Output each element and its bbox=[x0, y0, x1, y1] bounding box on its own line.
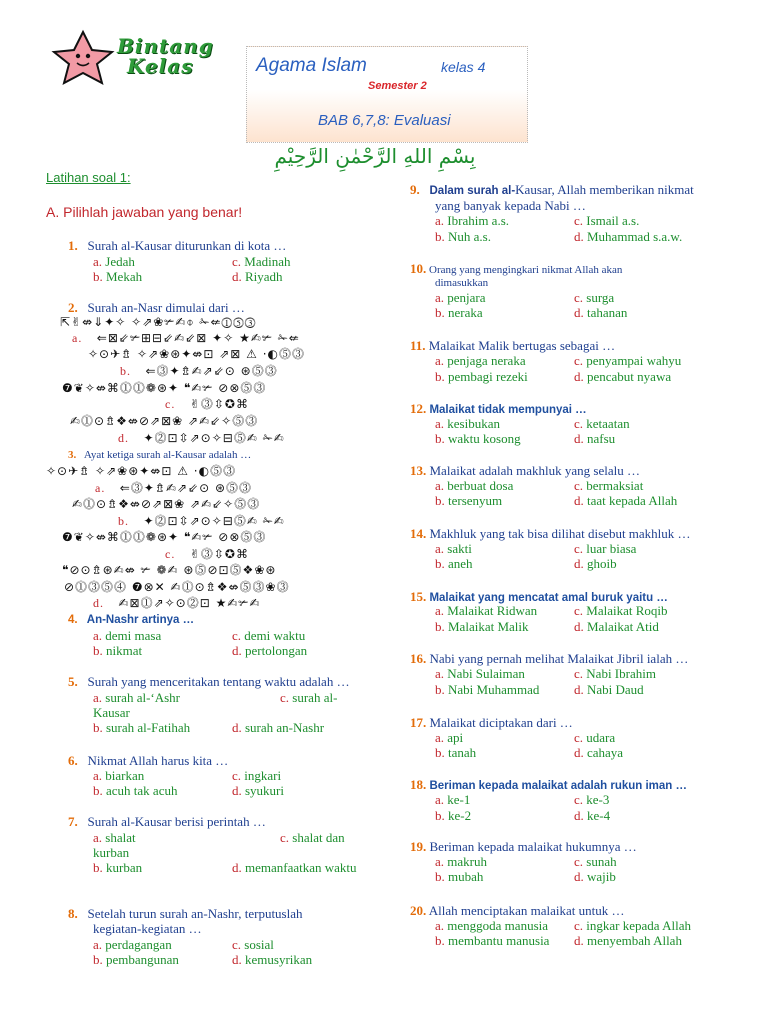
question-16 bbox=[410, 651, 688, 666]
option-c[interactable]: c. Ismail a.s. bbox=[574, 213, 640, 228]
question-number: 19. bbox=[410, 839, 427, 854]
option-a[interactable]: a. shalat bbox=[93, 830, 136, 845]
option-a[interactable]: a. Jedah bbox=[93, 254, 135, 269]
question-text: Dalam surah al- bbox=[429, 185, 516, 197]
question-number: 15. bbox=[410, 589, 427, 604]
option-c[interactable]: c. ke-3 bbox=[574, 792, 610, 807]
question-text: Malaikat tidak mempunyai … bbox=[429, 404, 587, 416]
question-text-continued: yang banyak kepada Nabi … bbox=[435, 198, 586, 213]
option-a[interactable]: a. surah al-‘Ashr bbox=[93, 690, 181, 705]
garbled-text: ✧⊙✈⇯ ✧⇗❀⊛✦⇎⊡ ⚠ ·◐⓹⓷ bbox=[46, 464, 237, 478]
option-b[interactable]: b. Nuh a.s. bbox=[435, 229, 491, 244]
class-label: kelas 4 bbox=[441, 59, 486, 75]
option-d[interactable]: d. ghoib bbox=[574, 556, 617, 571]
question-number: 16. bbox=[410, 651, 427, 666]
question-number: 2. bbox=[68, 300, 78, 315]
semester-label: Semester 2 bbox=[368, 80, 427, 92]
option-a[interactable]: a. Ibrahim a.s. bbox=[435, 213, 510, 228]
question-19 bbox=[410, 839, 637, 854]
option-c-continued: kurban bbox=[93, 845, 130, 860]
option-d[interactable]: d. Riyadh bbox=[232, 269, 283, 284]
option-b[interactable]: b. acuh tak acuh bbox=[93, 783, 178, 798]
question-text-continued: dimasukkan bbox=[435, 277, 489, 289]
question-text: Malaikat adalah makhluk yang selalu … bbox=[429, 463, 640, 478]
option-c[interactable]: c. shalat dan bbox=[280, 830, 345, 845]
garbled-option-a[interactable]: a. ⇐⊠⇙✃⊞⊟⇙✍⇙⊠ ✦✧ ★✍✃ ✁⇍ bbox=[72, 331, 300, 345]
option-c[interactable]: c. Nabi Ibrahim bbox=[574, 666, 656, 681]
option-b[interactable]: b. tersenyum bbox=[435, 493, 503, 508]
question-text: Surah al-Kausar berisi perintah … bbox=[87, 814, 266, 829]
question-text: Surah yang menceritakan tentang waktu adalah … bbox=[87, 674, 350, 689]
option-d[interactable]: d. pencabut nyawa bbox=[574, 369, 672, 384]
question-number: 11. bbox=[410, 338, 426, 353]
option-c[interactable]: c. surga bbox=[574, 290, 615, 305]
question-number: 14. bbox=[410, 526, 427, 541]
question-number: 12. bbox=[410, 401, 427, 416]
option-b[interactable]: b. pembangunan bbox=[93, 952, 179, 967]
garbled-option-c[interactable]: c. ✌⓷⇳✪⌘ bbox=[165, 397, 249, 411]
question-number: 4. bbox=[68, 614, 78, 626]
garbled-option-a[interactable]: a. ⇐⓷✦⇯✍⇗⇙⊙ ⊛⓹⓷ bbox=[95, 481, 253, 495]
garbled-text: ✍⓵⊙⇯❖⇎⊘⇗⊠❀ ⇗✍⇙✧⓹⓷ bbox=[70, 414, 259, 428]
option-c[interactable]: c. penyampai wahyu bbox=[574, 353, 682, 368]
option-c[interactable]: c. ketaatan bbox=[574, 416, 630, 431]
question-5 bbox=[68, 674, 350, 689]
option-b[interactable]: b. neraka bbox=[435, 305, 483, 320]
option-c[interactable]: c. surah al- bbox=[280, 690, 338, 705]
option-c[interactable]: c. demi waktu bbox=[232, 628, 306, 643]
question-number: 6. bbox=[68, 753, 78, 768]
option-b[interactable]: b. tanah bbox=[435, 745, 477, 760]
question-number: 10. bbox=[410, 261, 427, 276]
instruction: A. Pilihlah jawaban yang benar! bbox=[46, 204, 243, 220]
option-b[interactable]: b. kurban bbox=[93, 860, 143, 875]
logo-text-line2: Kelas bbox=[127, 54, 194, 78]
option-c[interactable]: c. sunah bbox=[574, 854, 617, 869]
garbled-text: ❼❦✧⇎⌘⓵⓵❁⊛✦ ❝✍✃ ⊘⊗⓹⓷ bbox=[62, 381, 267, 395]
option-d[interactable]: d. surah an-Nashr bbox=[232, 720, 325, 735]
question-14 bbox=[410, 526, 691, 541]
basmala: بِسْمِ اللهِ الرَّحْمٰنِ الرَّحِيْمِ bbox=[274, 144, 476, 168]
question-text: Allah menciptakan malaikat untuk … bbox=[428, 903, 625, 918]
question-text: Surah an-Nasr dimulai dari … bbox=[87, 300, 245, 315]
question-number: 20. bbox=[410, 903, 427, 918]
option-d[interactable]: d. menyembah Allah bbox=[574, 933, 682, 948]
question-6 bbox=[68, 753, 228, 768]
option-b[interactable]: b. Malaikat Malik bbox=[435, 619, 529, 634]
star-icon bbox=[45, 28, 125, 88]
question-text: Nikmat Allah harus kita … bbox=[87, 753, 229, 768]
exercise-heading: Latihan soal 1: bbox=[46, 170, 131, 185]
question-11 bbox=[410, 338, 615, 353]
option-c[interactable]: c. ingkar kepada Allah bbox=[574, 918, 691, 933]
option-d[interactable]: d. nafsu bbox=[574, 431, 616, 446]
option-a[interactable]: a. Nabi Sulaiman bbox=[435, 666, 525, 681]
garbled-text: ❝⊘⊙⇯⊛✍⇎ ✃ ❁✍ ⊛⓹⊘⊡⓹❖❀⊛ bbox=[62, 563, 277, 577]
subject-title: Agama Islam bbox=[256, 55, 367, 76]
question-number: 13. bbox=[410, 463, 427, 478]
question-text: Malaikat diciptakan dari … bbox=[429, 715, 573, 730]
question-13 bbox=[410, 463, 640, 478]
question-text: Kausar, Allah memberikan nikmat bbox=[515, 182, 694, 197]
option-c-continued: Kausar bbox=[93, 705, 130, 720]
option-a[interactable]: a. demi masa bbox=[93, 628, 162, 643]
option-b[interactable]: b. mubah bbox=[435, 869, 484, 884]
option-d[interactable]: d. Muhammad s.a.w. bbox=[574, 229, 683, 244]
question-1 bbox=[68, 238, 286, 253]
garbled-option-b[interactable]: b. ✦⓶⊡⇳⇗⊙✧⊟⓹✍ ✁✍ bbox=[118, 514, 285, 528]
question-number: 18. bbox=[410, 777, 427, 792]
question-text: Nabi yang pernah melihat Malaikat Jibril ialah … bbox=[429, 651, 689, 666]
question-17 bbox=[410, 715, 573, 730]
option-c[interactable]: c. sosial bbox=[232, 937, 274, 952]
option-b[interactable]: b. Mekah bbox=[93, 269, 143, 284]
chapter-label: BAB 6,7,8: Evaluasi bbox=[318, 112, 451, 129]
option-a[interactable]: a. penjara bbox=[435, 290, 486, 305]
question-number: 9. bbox=[410, 182, 420, 197]
option-c[interactable]: c. Madinah bbox=[232, 254, 291, 269]
option-a[interactable]: a. perdagangan bbox=[93, 937, 172, 952]
question-text: Malaikat yang mencatat amal buruk yaitu … bbox=[429, 592, 668, 604]
option-a[interactable]: a. ke-1 bbox=[435, 792, 471, 807]
option-a[interactable]: a. menggoda manusia bbox=[435, 918, 549, 933]
question-text: An-Nashr artinya … bbox=[86, 614, 195, 626]
garbled-text: ✧⊙✈⇯ ✧⇗❀⊛✦⇎⊡ ⇗⊠ ⚠ ·◐⓹⓷ bbox=[88, 347, 306, 361]
option-a[interactable]: a. berbuat dosa bbox=[435, 478, 514, 493]
option-b[interactable]: b. membantu manusia bbox=[435, 933, 550, 948]
option-d[interactable]: d. Nabi Daud bbox=[574, 682, 644, 697]
option-d[interactable]: d. memanfaatkan waktu bbox=[232, 860, 357, 875]
question-number: 7. bbox=[68, 814, 78, 829]
option-a[interactable]: a. kesibukan bbox=[435, 416, 500, 431]
question-number: 5. bbox=[68, 674, 78, 689]
garbled-text: ⊘⓵⓷⓹⓸ ❼⊗✕ ✍⓵⊙⇯❖⇎⓹⓷❀⓷ bbox=[64, 580, 290, 594]
option-d[interactable]: d. taat kepada Allah bbox=[574, 493, 678, 508]
option-b[interactable]: b. aneh bbox=[435, 556, 473, 571]
option-d[interactable]: d. tahanan bbox=[574, 305, 628, 320]
option-a[interactable]: a. penjaga neraka bbox=[435, 353, 526, 368]
option-d[interactable]: d. pertolongan bbox=[232, 643, 308, 658]
question-text: Makhluk yang tak bisa dilihat disebut makhluk … bbox=[429, 526, 691, 541]
logo bbox=[45, 28, 214, 88]
option-c[interactable]: c. bermaksiat bbox=[574, 478, 644, 493]
question-text-continued: kegiatan-kegiatan … bbox=[93, 921, 202, 936]
option-b[interactable]: b. Nabi Muhammad bbox=[435, 682, 540, 697]
question-number: 8. bbox=[68, 906, 78, 921]
option-b[interactable]: b. waktu kosong bbox=[435, 431, 521, 446]
option-c[interactable]: c. ingkari bbox=[232, 768, 282, 783]
garbled-option-c[interactable]: c. ✌⓷⇳✪⌘ bbox=[165, 547, 249, 561]
option-b[interactable]: b. nikmat bbox=[93, 643, 143, 658]
question-4 bbox=[68, 613, 194, 628]
garbled-text: ✍⓵⊙⇯❖⇎⊘⇗⊠❀ ⇗✍⇙✧⓹⓷ bbox=[72, 497, 261, 511]
option-a[interactable]: a. Malaikat Ridwan bbox=[435, 603, 538, 618]
question-text: Beriman kepada malaikat hukumnya … bbox=[429, 839, 637, 854]
option-a[interactable]: a. sakti bbox=[435, 541, 472, 556]
option-d[interactable]: d. syukuri bbox=[232, 783, 284, 798]
question-text: Orang yang mengingkari nikmat Allah akan bbox=[429, 264, 623, 276]
option-c[interactable]: c. udara bbox=[574, 730, 616, 745]
option-a[interactable]: a. makruh bbox=[435, 854, 487, 869]
question-number: 1. bbox=[68, 238, 78, 253]
option-b[interactable]: b. pembagi rezeki bbox=[435, 369, 528, 384]
option-d[interactable]: d. ke-4 bbox=[574, 808, 611, 823]
logo-text-line1: Bintang bbox=[117, 34, 214, 58]
option-c[interactable]: c. Malaikat Roqib bbox=[574, 603, 668, 618]
question-number: 17. bbox=[410, 715, 427, 730]
garbled-option-d[interactable]: d. ✦⓶⊡⇳⇗⊙✧⊟⓹✍ ✁✍ bbox=[118, 431, 285, 445]
question-2 bbox=[68, 300, 245, 315]
option-c[interactable]: c. luar biasa bbox=[574, 541, 637, 556]
option-b[interactable]: b. surah al-Fatihah bbox=[93, 720, 191, 735]
question-text: Setelah turun surah an-Nashr, terputuslah bbox=[87, 906, 303, 921]
option-d[interactable]: d. kemusyrikan bbox=[232, 952, 313, 967]
question-8 bbox=[68, 906, 303, 921]
option-a[interactable]: a. api bbox=[435, 730, 464, 745]
question-text: Surah al-Kausar diturunkan di kota … bbox=[87, 238, 287, 253]
question-20 bbox=[410, 903, 624, 918]
option-d[interactable]: d. wajib bbox=[574, 869, 616, 884]
garbled-option-b[interactable]: b. ⇐⓷✦⇯✍⇗⇙⊙ ⊛⓹⓷ bbox=[120, 364, 278, 378]
question-3 bbox=[68, 448, 251, 463]
garbled-option-d[interactable]: d. ✍⊠⓵⇗✧⊙⓶⊡ ★✍✃✍ bbox=[93, 596, 261, 610]
question-text: Beriman kepada malaikat adalah rukun iman … bbox=[429, 780, 688, 792]
garbled-text: ❼❦✧⇎⌘⓵⓵❁⊛✦ ❝✍✃ ⊘⊗⓹⓷ bbox=[62, 530, 267, 544]
option-d[interactable]: d. cahaya bbox=[574, 745, 624, 760]
option-a[interactable]: a. biarkan bbox=[93, 768, 145, 783]
question-number: 3. bbox=[68, 449, 77, 461]
option-d[interactable]: d. Malaikat Atid bbox=[574, 619, 659, 634]
question-9 bbox=[410, 182, 694, 199]
garbled-text: ⇱✌⇎⇓✦✧ ✧⇗❀✃✍⌽ ✁⇍⓵⓹⓷ bbox=[60, 315, 257, 329]
question-7 bbox=[68, 814, 266, 829]
question-text: Malaikat Malik bertugas sebagai … bbox=[428, 338, 616, 353]
question-text: Ayat ketiga surah al-Kausar adalah … bbox=[83, 449, 252, 461]
option-b[interactable]: b. ke-2 bbox=[435, 808, 472, 823]
